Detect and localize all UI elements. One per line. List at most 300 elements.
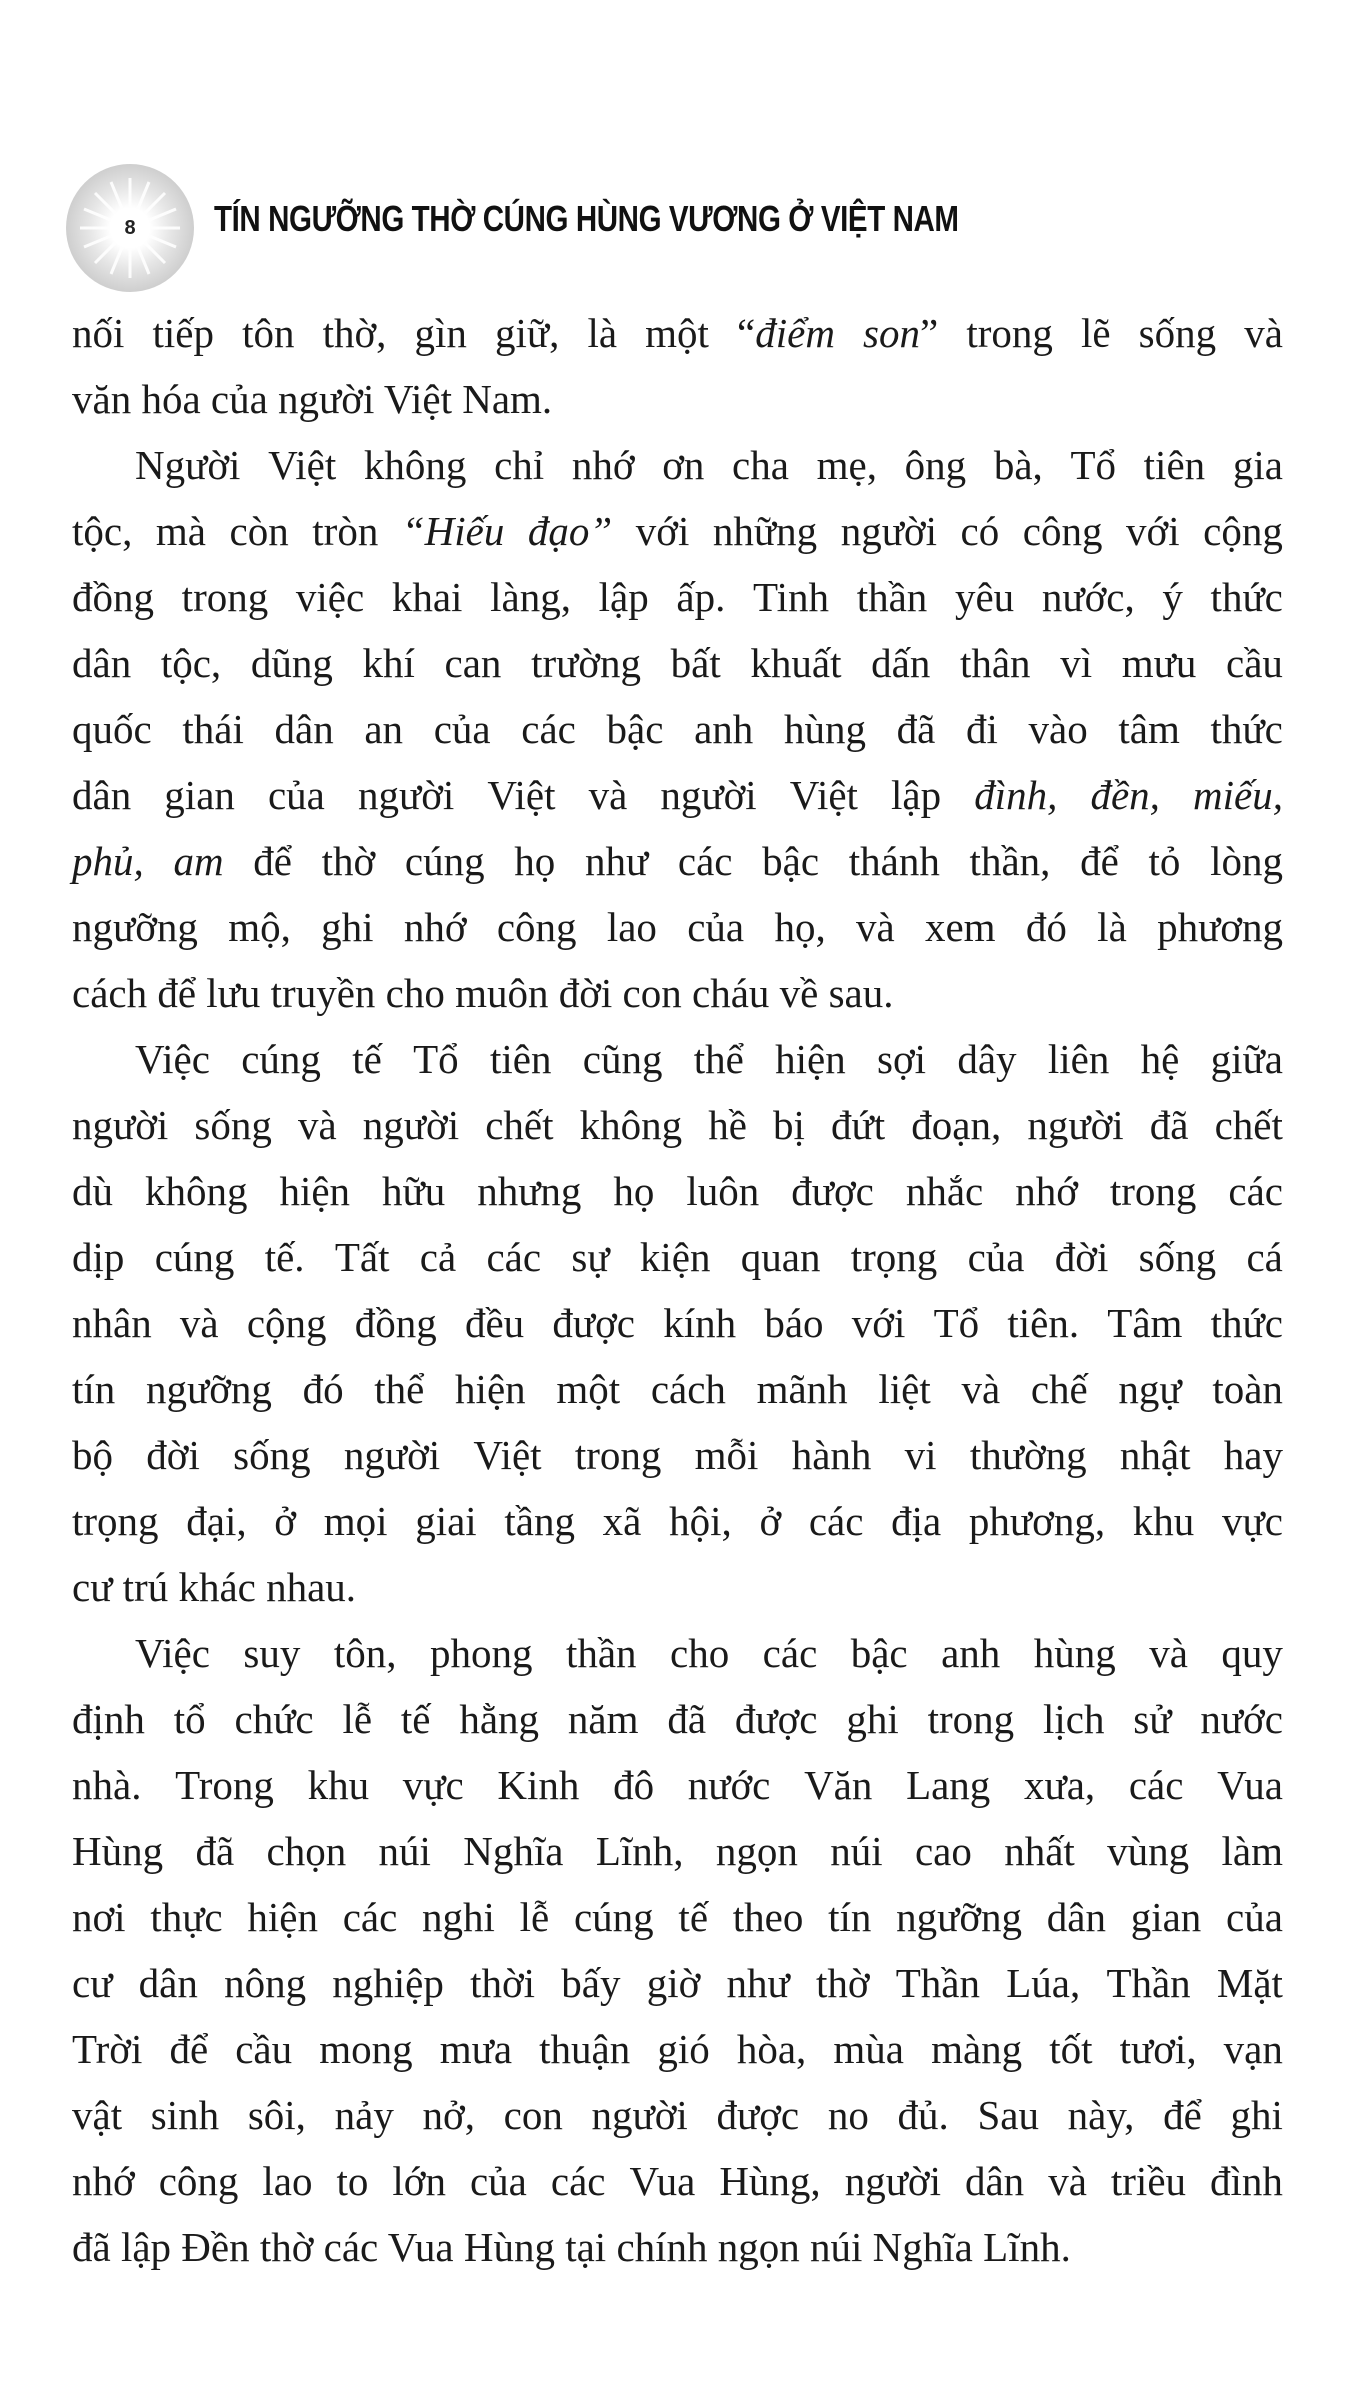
- text-line: [72, 1884, 1283, 1950]
- text-segment: bà,: [993, 442, 1043, 488]
- text-word: [504, 2082, 563, 2148]
- text-word: [335, 1224, 390, 1290]
- text-word: [571, 1224, 609, 1290]
- text-segment: Trong: [175, 1762, 274, 1808]
- text-segment: các: [550, 2158, 606, 2204]
- text-word: [1048, 2148, 1087, 2214]
- text-word: [568, 1686, 639, 1752]
- text-word: [487, 762, 555, 828]
- text-word: [364, 696, 403, 762]
- text-line: [72, 1092, 1283, 1158]
- text-segment: toàn: [1212, 1366, 1283, 1412]
- text-segment: thờ: [321, 838, 376, 884]
- text-segment: như: [584, 838, 649, 884]
- text-segment: thần: [856, 574, 928, 620]
- text-word: [928, 1686, 1015, 1752]
- text-segment: được: [552, 1300, 636, 1346]
- italic-text: đền,: [1090, 772, 1160, 818]
- text-segment: sôi,: [247, 2092, 306, 2138]
- text-word: [186, 1488, 246, 1554]
- text-segment: nhắc: [905, 1168, 984, 1214]
- text-segment: xưa,: [1024, 1762, 1096, 1808]
- text-segment: nước: [687, 1762, 771, 1808]
- text-word: [155, 1224, 235, 1290]
- text-segment: việc: [295, 574, 365, 620]
- text-segment: ấp.: [676, 574, 726, 620]
- text-word: [694, 1026, 744, 1092]
- text-word: [342, 1686, 372, 1752]
- text-word: [852, 1290, 906, 1356]
- text-segment: Thần: [1106, 1960, 1191, 2006]
- text-word: [851, 1224, 938, 1290]
- text-word: [670, 1620, 729, 1686]
- text-segment: dân: [274, 706, 334, 752]
- text-word: [382, 1158, 445, 1224]
- text-segment: cúng: [404, 838, 485, 884]
- text-segment: dũng: [250, 640, 333, 686]
- italic-text: am: [173, 838, 224, 884]
- text-word: [159, 2148, 239, 2214]
- text-word: [833, 2016, 904, 2082]
- text-word: [1244, 300, 1283, 366]
- text-word: [1211, 1026, 1283, 1092]
- text-segment: trong: [966, 310, 1053, 356]
- text-word: [561, 1950, 620, 2016]
- text-segment: bất: [670, 640, 721, 686]
- text-word: [521, 696, 576, 762]
- text-segment: những: [712, 508, 818, 554]
- text-segment: phương: [1157, 904, 1283, 950]
- text-segment: núi: [830, 1828, 883, 1874]
- text-line: [72, 762, 1283, 828]
- text-word: [915, 1818, 972, 1884]
- text-segment: các: [808, 1498, 864, 1544]
- text-segment: tế: [400, 1696, 431, 1742]
- text-word: [566, 1620, 637, 1686]
- text-word: [969, 1488, 1105, 1554]
- italic-text: miếu,: [1193, 772, 1283, 818]
- text-segment: hiện: [775, 1036, 846, 1082]
- text-segment: của: [433, 706, 491, 752]
- text-segment: cộng: [246, 1300, 327, 1346]
- text-word: [1222, 1818, 1283, 1884]
- text-line: [72, 2214, 1283, 2280]
- text-segment: và: [961, 1366, 1001, 1412]
- text-segment: mãnh: [756, 1366, 848, 1412]
- text-word: [164, 762, 235, 828]
- text-word: [312, 498, 378, 564]
- text-segment: Tổ: [413, 1036, 459, 1082]
- text-segment: cách để lưu truyền cho muôn đời con cháu về sau.: [72, 970, 894, 1016]
- text-word: [896, 1950, 980, 2016]
- text-word: [925, 894, 996, 960]
- text-segment: quốc: [72, 706, 152, 752]
- text-word: [1211, 1290, 1283, 1356]
- text-segment: kính: [663, 1300, 737, 1346]
- text-word: [241, 1026, 321, 1092]
- text-segment: luôn: [686, 1168, 760, 1214]
- text-segment: cả: [419, 1234, 457, 1280]
- text-segment: đủ.: [897, 2092, 949, 2138]
- text-word: [504, 1488, 575, 1554]
- text-segment: cá: [1246, 1234, 1283, 1280]
- text-segment: mọi: [323, 1498, 388, 1544]
- text-word: [1006, 1950, 1080, 2016]
- text-word: [324, 1488, 388, 1554]
- text-word: [440, 2016, 512, 2082]
- text-word: [966, 300, 1053, 366]
- text-word: [774, 894, 825, 960]
- text-word: [423, 2082, 475, 2148]
- text-word: [592, 2082, 688, 2148]
- text-segment: đều: [464, 1300, 525, 1346]
- text-segment: sự: [571, 1234, 610, 1280]
- text-segment: một: [556, 1366, 621, 1412]
- text-line: [72, 498, 1283, 564]
- text-word: [629, 2148, 695, 2214]
- text-word: [905, 1422, 937, 1488]
- text-word: [520, 1884, 550, 1950]
- text-segment: và: [1244, 310, 1283, 356]
- text-segment: cao: [914, 1828, 972, 1874]
- text-segment: để: [1163, 2092, 1202, 2138]
- text-segment: Tâm: [1107, 1300, 1183, 1346]
- text-segment: gió: [657, 2026, 710, 2072]
- text-word: [816, 1950, 870, 2016]
- text-word: [434, 696, 491, 762]
- text-word: [403, 1752, 464, 1818]
- text-word: [422, 1884, 495, 1950]
- text-word: [603, 1488, 642, 1554]
- text-word: [296, 564, 364, 630]
- text-segment: trong: [181, 574, 269, 620]
- text-segment: lễ: [519, 1894, 550, 1940]
- text-word: [856, 894, 895, 960]
- text-segment: bộ: [72, 1432, 113, 1478]
- text-segment: Tổ: [1070, 442, 1116, 488]
- text-word: [1150, 1092, 1189, 1158]
- text-word: [413, 1026, 459, 1092]
- text-word: [891, 762, 941, 828]
- text-word: [473, 1422, 541, 1488]
- text-word: [262, 2148, 312, 2214]
- text-segment: tộc,: [160, 640, 222, 686]
- text-segment: Việt: [487, 772, 556, 818]
- running-title: TÍN NGƯỠNG THỜ CÚNG HÙNG VƯƠNG Ở VIỆT NAM: [214, 198, 959, 239]
- text-word: [195, 1818, 234, 1884]
- text-segment: dân: [1046, 1894, 1106, 1940]
- text-word: [150, 1884, 222, 1950]
- text-word: [275, 696, 334, 762]
- text-segment: thân: [959, 640, 1031, 686]
- text-segment: ông: [904, 442, 967, 488]
- text-word: [1139, 300, 1216, 366]
- text-segment: Việt: [473, 1432, 542, 1478]
- text-segment: mỗi: [694, 1432, 759, 1478]
- text-segment: tốt: [1049, 2026, 1093, 2072]
- text-segment: được: [791, 1168, 874, 1214]
- text-segment: và: [179, 1300, 219, 1346]
- text-word: [1118, 696, 1179, 762]
- text-segment: đã: [1149, 1102, 1189, 1148]
- text-word: [247, 1884, 318, 1950]
- text-segment: ngự: [1118, 1366, 1182, 1412]
- text-word: [877, 1026, 926, 1092]
- text-word: [678, 1884, 708, 1950]
- text-word: [1148, 828, 1180, 894]
- text-line: [72, 960, 1283, 1026]
- text-segment: không: [579, 1102, 683, 1148]
- italic-text: son: [863, 310, 921, 356]
- text-word: [1228, 1158, 1283, 1224]
- text-word: [686, 1158, 759, 1224]
- text-segment: hữu: [382, 1168, 446, 1214]
- text-word: [741, 1224, 821, 1290]
- text-segment: đại,: [186, 1498, 247, 1544]
- text-word: [759, 1488, 781, 1554]
- text-word: [358, 762, 454, 828]
- text-segment: địa: [891, 1498, 942, 1544]
- text-word: [248, 2082, 306, 2148]
- text-word: [355, 1290, 437, 1356]
- text-word: [242, 300, 294, 366]
- text-segment: vật: [72, 2092, 123, 2138]
- italic-text: đình,: [974, 772, 1058, 818]
- text-word: [72, 1488, 159, 1554]
- text-segment: đoạn,: [911, 1102, 1002, 1148]
- text-word: [1226, 1884, 1283, 1950]
- text-word: [490, 564, 571, 630]
- text-word: [470, 1950, 535, 2016]
- text-word: [169, 2016, 208, 2082]
- text-segment: nở,: [422, 2092, 475, 2138]
- text-segment: tầng: [504, 1498, 575, 1544]
- text-segment: “: [737, 310, 756, 356]
- text-word: [970, 828, 1051, 894]
- text-segment: các: [1128, 1762, 1184, 1808]
- text-segment: đời: [146, 1432, 200, 1478]
- text-word: [607, 894, 657, 960]
- text-word: [265, 1224, 305, 1290]
- text-segment: người: [72, 1102, 169, 1148]
- text-segment: no: [827, 2092, 869, 2138]
- text-line: [72, 1950, 1283, 2016]
- text-segment: nhớ: [571, 442, 635, 488]
- text-line: [72, 1818, 1283, 1884]
- text-segment: đi: [965, 706, 998, 752]
- text-word: [1222, 1488, 1283, 1554]
- text-segment: hề: [708, 1102, 747, 1148]
- text-word: [485, 1092, 553, 1158]
- text-word: [319, 2016, 412, 2082]
- text-word: [228, 894, 291, 960]
- text-segment: tiên: [489, 1036, 552, 1082]
- text-line: [72, 300, 1283, 366]
- text-word: [477, 1158, 581, 1224]
- text-segment: triều: [1110, 2158, 1187, 2204]
- text-segment: tế: [352, 1036, 382, 1082]
- text-word: [906, 1158, 983, 1224]
- text-segment: nhớ: [1015, 1168, 1078, 1214]
- text-segment: Việc: [135, 1630, 210, 1676]
- text-word: [486, 1224, 541, 1290]
- text-word: [589, 762, 628, 828]
- text-word: [1211, 696, 1283, 762]
- text-word: [267, 1818, 347, 1884]
- text-word: [463, 1818, 563, 1884]
- text-word: [773, 1092, 805, 1158]
- text-word: [72, 828, 144, 894]
- text-word: [753, 564, 829, 630]
- text-segment: quan: [740, 1234, 821, 1280]
- text-segment: tộc,: [72, 508, 133, 554]
- text-segment: người: [1027, 1102, 1124, 1148]
- text-word: [321, 894, 373, 960]
- text-line: [72, 366, 1283, 432]
- text-word: [455, 1356, 526, 1422]
- text-word: [1133, 1488, 1195, 1554]
- text-word: [735, 1686, 818, 1752]
- text-segment: khí: [362, 640, 415, 686]
- text-word: [663, 1290, 736, 1356]
- text-segment: một: [645, 310, 709, 356]
- text-segment: Tổ: [933, 1300, 980, 1346]
- text-word: [1163, 2082, 1202, 2148]
- text-segment: Tất: [334, 1234, 390, 1280]
- text-segment: lập: [598, 574, 649, 620]
- text-word: [72, 762, 131, 828]
- text-segment: các: [677, 838, 733, 884]
- text-word: [871, 630, 930, 696]
- text-line: [72, 630, 1283, 696]
- text-line: [72, 828, 1283, 894]
- text-word: [392, 564, 463, 630]
- text-segment: dân: [138, 1960, 198, 2006]
- text-word: [809, 1488, 864, 1554]
- text-word: [445, 630, 502, 696]
- text-segment: bậc: [606, 706, 664, 752]
- text-segment: cách: [650, 1366, 726, 1412]
- text-segment: nước,: [1041, 574, 1135, 620]
- text-segment: người: [357, 772, 455, 818]
- text-segment: thường: [969, 1432, 1087, 1478]
- text-word: [146, 1356, 272, 1422]
- text-word: [1131, 1884, 1202, 1950]
- text-segment: các: [762, 1630, 818, 1676]
- text-word: [224, 1950, 306, 2016]
- text-line: [72, 696, 1283, 762]
- text-line: [72, 2016, 1283, 2082]
- text-segment: ghi: [846, 1696, 899, 1742]
- text-word: [336, 2148, 368, 2214]
- text-segment: thời: [470, 1960, 536, 2006]
- text-word: [364, 432, 467, 498]
- text-word: [145, 1158, 248, 1224]
- text-segment: cho: [670, 1630, 730, 1676]
- text-segment: đã: [896, 706, 936, 752]
- text-word: [599, 564, 649, 630]
- text-line: [72, 1752, 1283, 1818]
- text-segment: ở: [274, 1498, 296, 1544]
- text-word: [552, 1290, 635, 1356]
- text-word: [828, 1884, 871, 1950]
- text-word: [640, 1224, 711, 1290]
- text-word: [1080, 828, 1119, 894]
- text-segment: tỏ: [1148, 838, 1181, 884]
- text-word: [72, 1224, 124, 1290]
- text-word: [268, 762, 325, 828]
- text-segment: giai: [415, 1498, 477, 1544]
- text-word: [1224, 2016, 1283, 2082]
- text-word: [551, 2148, 606, 2214]
- text-segment: đồng: [72, 574, 154, 620]
- text-segment: là: [1097, 904, 1127, 950]
- text-word: [1004, 1818, 1075, 1884]
- text-segment: đó: [1025, 904, 1067, 950]
- text-word: [849, 828, 940, 894]
- text-segment: định: [72, 1696, 145, 1742]
- text-segment: sử: [1133, 1696, 1172, 1742]
- text-word: [1015, 1158, 1078, 1224]
- text-word: [750, 630, 841, 696]
- text-segment: Vua: [1217, 1762, 1283, 1808]
- text-segment: mùa: [833, 2026, 904, 2072]
- text-segment: dù: [72, 1168, 113, 1214]
- text-word: [585, 828, 648, 894]
- text-segment: giờ: [646, 1960, 701, 2006]
- text-segment: dây: [957, 1036, 1017, 1082]
- text-segment: xã: [602, 1498, 642, 1544]
- text-segment: ý: [1162, 574, 1183, 620]
- text-segment: hay: [1223, 1432, 1283, 1478]
- text-word: [402, 498, 505, 564]
- text-segment: lập: [891, 772, 942, 818]
- text-word: [636, 498, 690, 564]
- text-segment: hùng: [1033, 1630, 1116, 1676]
- text-line: [72, 894, 1283, 960]
- text-line: [72, 1026, 1283, 1092]
- text-word: [251, 630, 333, 696]
- text-word: [891, 1488, 941, 1554]
- text-line: [72, 1356, 1283, 1422]
- text-segment: bậc: [762, 838, 820, 884]
- text-word: [430, 1620, 533, 1686]
- text-segment: khu: [1132, 1498, 1195, 1544]
- text-word: [763, 1620, 818, 1686]
- text-word: [1231, 2082, 1283, 2148]
- text-segment: kiện: [639, 1234, 711, 1280]
- text-word: [716, 1818, 798, 1884]
- text-word: [1193, 762, 1283, 828]
- text-word: [575, 1422, 662, 1488]
- text-word: [828, 2082, 869, 2148]
- text-word: [1048, 1026, 1109, 1092]
- text-segment: thực: [150, 1894, 223, 1940]
- text-segment: nảy: [334, 2092, 394, 2138]
- text-segment: cư: [72, 1960, 113, 2006]
- text-word: [1029, 696, 1088, 762]
- text-word: [539, 2016, 630, 2082]
- text-word: [363, 1092, 459, 1158]
- text-segment: ngọn: [715, 1828, 798, 1874]
- text-word: [957, 1026, 1016, 1092]
- text-segment: sống: [1138, 1234, 1217, 1280]
- text-segment: chế: [1030, 1366, 1088, 1412]
- text-segment: trường: [531, 640, 642, 686]
- text-segment: hằng: [459, 1696, 540, 1742]
- text-word: [1106, 1950, 1190, 2016]
- text-segment: trong: [1109, 1168, 1197, 1214]
